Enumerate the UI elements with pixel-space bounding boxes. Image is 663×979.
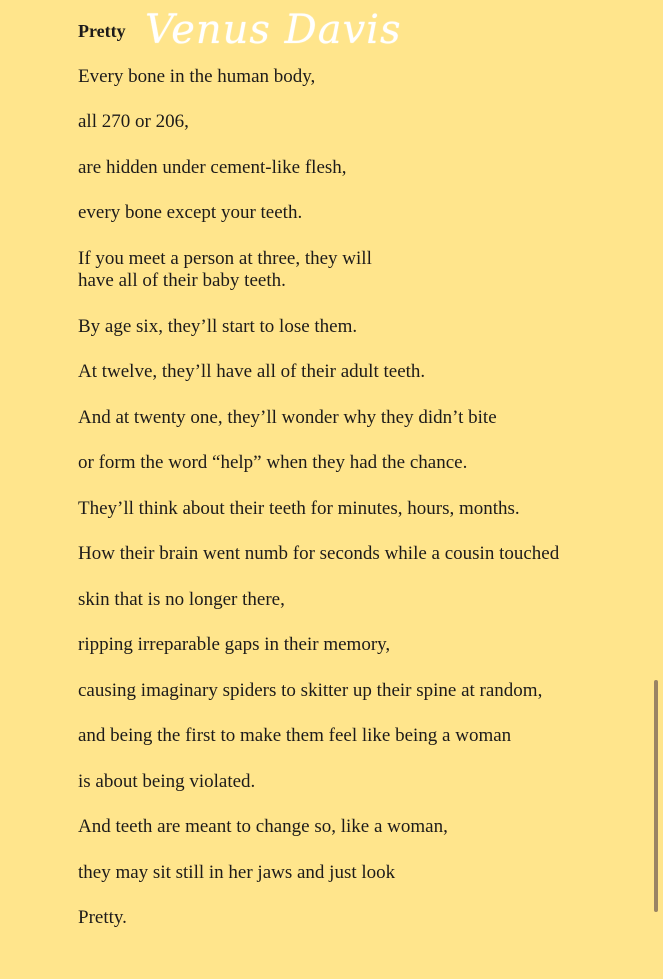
poem-line: And at twenty one, they’ll wonder why they didn’t bite (78, 407, 497, 428)
poem-line: If you meet a person at three, they will (78, 248, 372, 269)
poem-line: And teeth are meant to change so, like a woman, (78, 816, 448, 837)
author-signature: Venus Davis (145, 7, 402, 53)
poem-line: skin that is no longer there, (78, 589, 285, 610)
poem-line: By age six, they’ll start to lose them. (78, 316, 358, 337)
poem-line: causing imaginary spiders to skitter up their spine at random, (78, 680, 543, 701)
poem-line: all 270 or 206, (78, 111, 189, 132)
poem-line: or form the word “help” when they had the chance. (78, 452, 468, 473)
poem-line: At twelve, they’ll have all of their adult teeth. (78, 361, 426, 382)
poem-line: have all of their baby teeth. (78, 270, 286, 291)
poem-line: are hidden under cement-like flesh, (78, 157, 347, 178)
poem-line: is about being violated. (78, 771, 256, 792)
poem-line: How their brain went numb for seconds while a cousin touched (78, 543, 560, 564)
vertical-scrollbar-thumb[interactable] (654, 680, 658, 912)
poem-line: They’ll think about their teeth for minutes, hours, months. (78, 498, 520, 519)
poem-title: Pretty (78, 21, 126, 41)
poem-line: and being the first to make them feel like being a woman (78, 725, 512, 746)
poem-line: every bone except your teeth. (78, 202, 303, 223)
poem-line: ripping irreparable gaps in their memory, (78, 634, 391, 655)
poem-line: Every bone in the human body, (78, 66, 316, 87)
poem-line: they may sit still in her jaws and just look (78, 862, 396, 883)
poem-line: Pretty. (78, 907, 127, 928)
